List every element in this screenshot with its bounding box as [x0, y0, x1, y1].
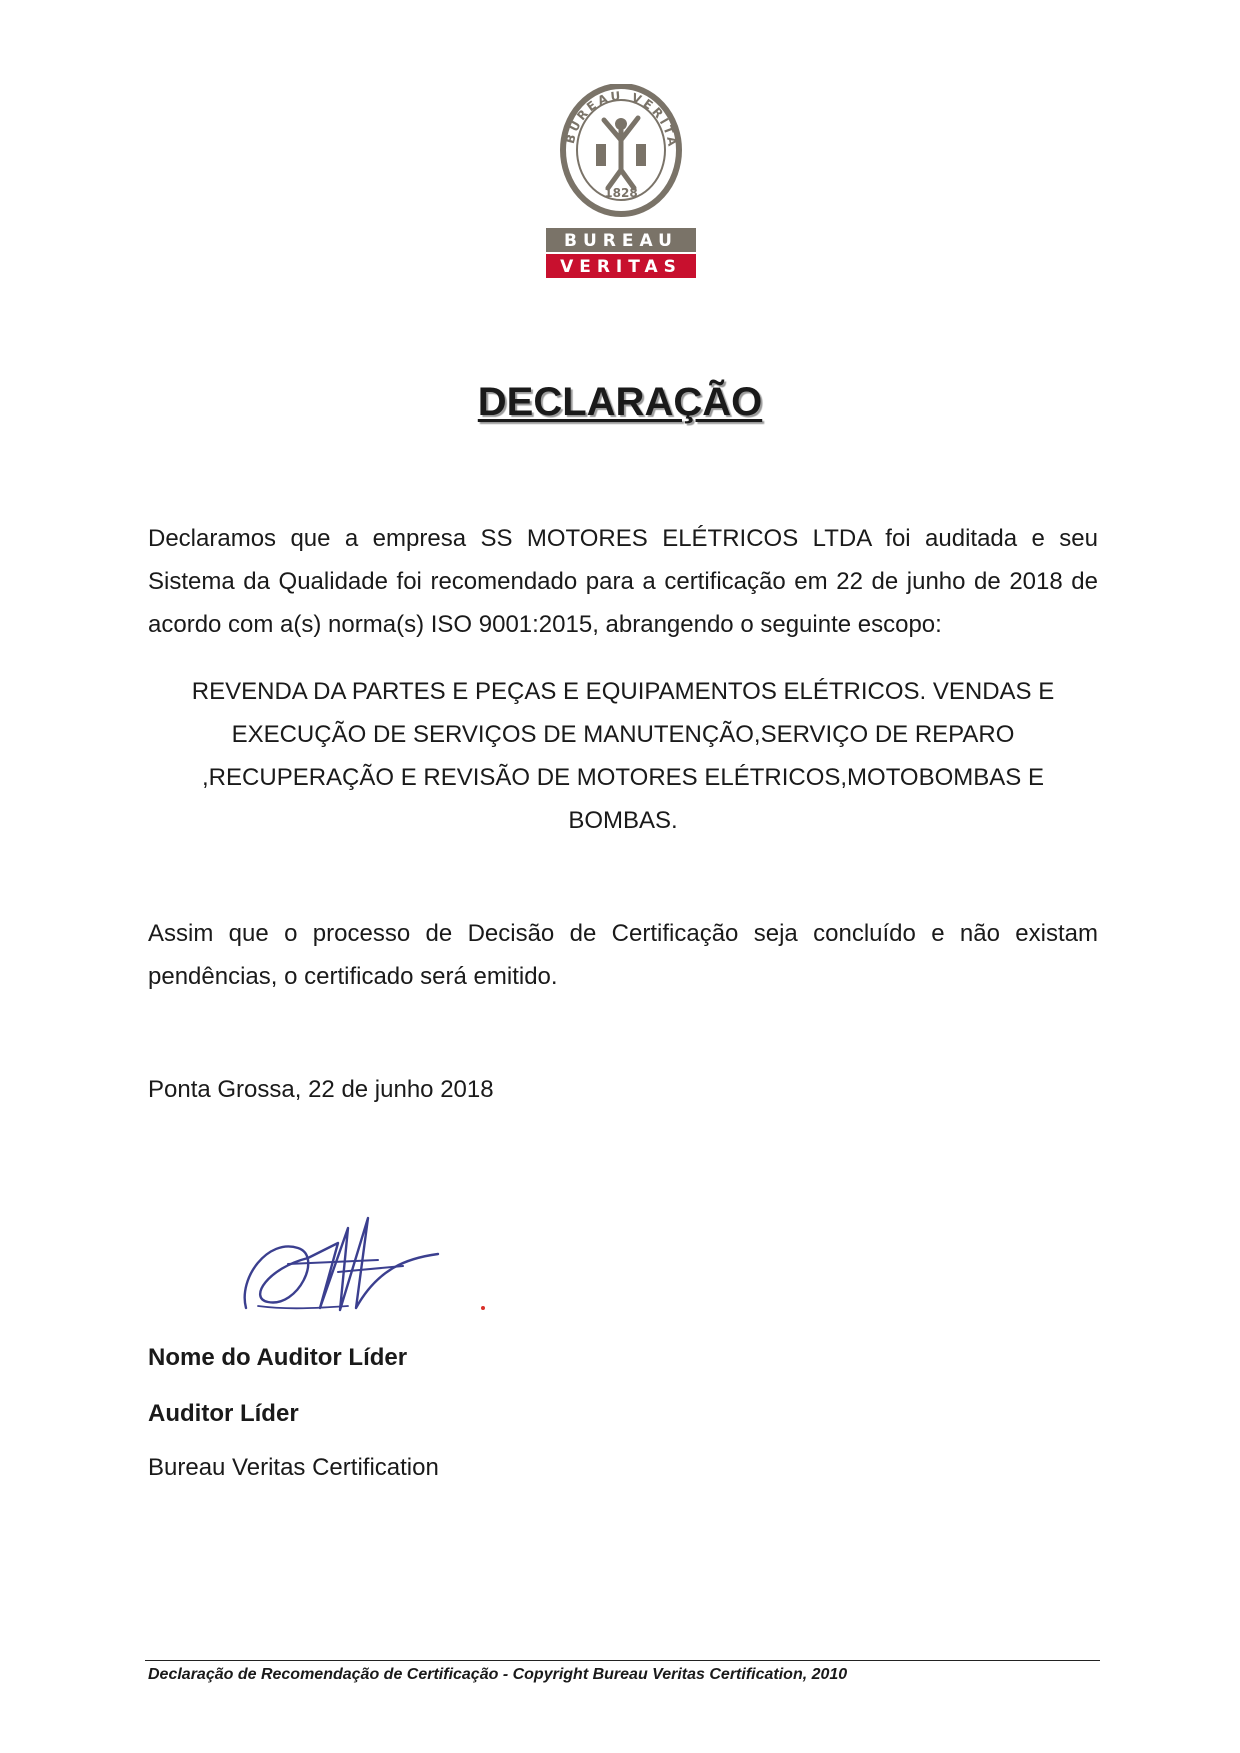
organization-name: Bureau Veritas Certification [148, 1454, 439, 1481]
footer-divider [145, 1660, 1100, 1661]
document-title: DECLARAÇÃO [477, 380, 763, 424]
svg-text:BUREAU VERITAS: BUREAU VERITA [562, 88, 680, 150]
auditor-name: Nome do Auditor Líder [148, 1344, 408, 1371]
svg-text:VERITAS: VERITAS [560, 257, 682, 277]
intro-paragraph: Declaramos que a empresa SS MOTORES ELÉTRICOS LTDA foi auditada e seu Sistema da Qualidade foi recomendado para a certificação em 22 de junho de 2018 de acordo com a(s) norma(s) ISO 9001:2015, abrangendo o seguinte escopo: [148, 525, 1098, 638]
signature-icon [228, 1198, 508, 1328]
svg-text:BUREAU: BUREAU [564, 231, 678, 251]
bureau-veritas-logo [546, 84, 696, 296]
bureau-veritas-seal-icon [546, 84, 696, 296]
signature [228, 1198, 508, 1328]
closing-paragraph: Assim que o processo de Decisão de Certificação seja concluído e não existam pendências, o certificado será emitido. [148, 920, 1098, 990]
auditor-title: Auditor Líder [148, 1400, 299, 1427]
footer-text: Declaração de Recomendação de Certificação - Copyright Bureau Veritas Certification, 2010 [148, 1666, 848, 1683]
place-date: Ponta Grossa, 22 de junho 2018 [148, 1076, 494, 1103]
scope-paragraph: REVENDA DA PARTES E PEÇAS E EQUIPAMENTOS ELÉTRICOS. VENDAS E EXECUÇÃO DE SERVIÇOS DE MANUTENÇÃO,SERVIÇO DE REPARO ,RECUPERAÇÃO E REVISÃO DE MOTORES ELÉTRICOS,MOTOBOMBAS E BOMBAS. [191, 678, 1055, 834]
svg-text:1828: 1828 [604, 186, 638, 200]
